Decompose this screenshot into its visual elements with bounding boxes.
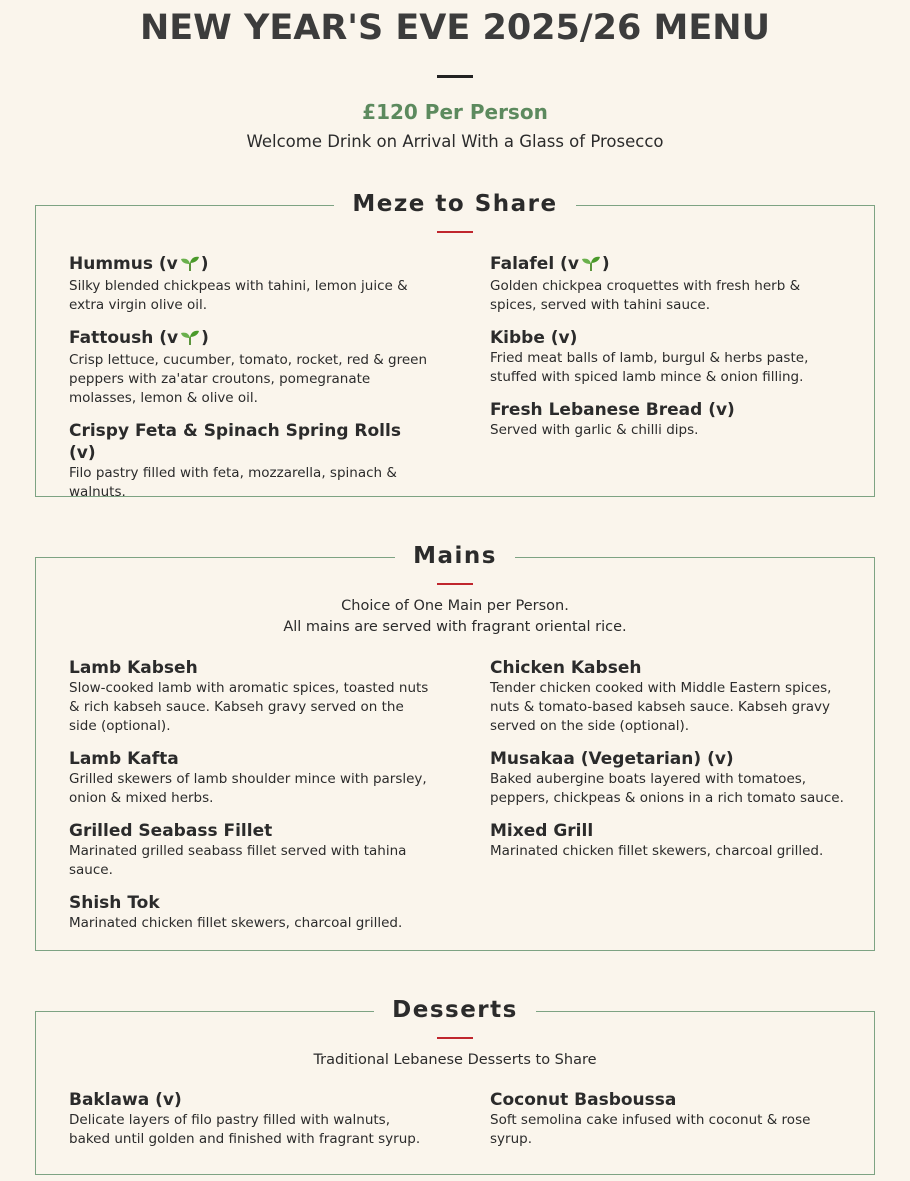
mains-intro-line1: Choice of One Main per Person. bbox=[341, 598, 569, 614]
desserts-left-column bbox=[69, 1089, 429, 1149]
desserts-right-column bbox=[490, 1089, 850, 1149]
item-description: Fried meat balls of lamb, burgul & herbs paste, stuffed with spiced lamb mince & onion filling. bbox=[490, 350, 809, 385]
meze-section bbox=[35, 191, 875, 500]
item-description: Silky blended chickpeas with tahini, lemon juice & extra virgin olive oil. bbox=[69, 278, 408, 313]
sprout-icon bbox=[180, 255, 200, 277]
title-divider bbox=[437, 75, 473, 78]
meze-section-title: Meze to Share bbox=[334, 189, 575, 219]
desserts-section bbox=[35, 997, 875, 1175]
item-name: Baklawa (v) bbox=[69, 1090, 182, 1110]
mains-section-title: Mains bbox=[395, 541, 515, 571]
menu-item bbox=[69, 657, 429, 736]
menu-item bbox=[69, 420, 429, 502]
menu-item: Falafel (v ) Golden chickpea croquettes with fresh herb & spices, served with tahini sauce. bbox=[490, 253, 850, 315]
mains-right-column bbox=[490, 657, 850, 861]
desserts-title-divider bbox=[437, 1037, 473, 1039]
item-name: Fresh Lebanese Bread (v) bbox=[490, 400, 735, 420]
item-name: Coconut Basboussa bbox=[490, 1090, 677, 1110]
item-description: Marinated chicken fillet skewers, charcoal grilled. bbox=[69, 915, 403, 931]
item-description: Soft semolina cake infused with coconut & rose syrup. bbox=[490, 1112, 811, 1147]
item-description: Grilled skewers of lamb shoulder mince with parsley, onion & mixed herbs. bbox=[69, 771, 427, 806]
item-description: Marinated chicken fillet skewers, charcoal grilled. bbox=[490, 843, 824, 859]
item-name: Chicken Kabseh bbox=[490, 658, 642, 678]
item-description: Delicate layers of filo pastry filled with walnuts, baked until golden and finished with fragrant syrup. bbox=[69, 1112, 421, 1147]
menu-item bbox=[490, 327, 850, 387]
menu-item bbox=[490, 1089, 850, 1149]
menu-item: Hummus (v ) Silky blended chickpeas with tahini, lemon juice & extra virgin olive oil. bbox=[69, 253, 429, 315]
item-description: Filo pastry filled with feta, mozzarella, spinach & walnuts. bbox=[69, 465, 397, 500]
item-description: Baked aubergine boats layered with tomatoes, peppers, chickpeas & onions in a rich tomato sauce. bbox=[490, 771, 844, 806]
item-description: Crisp lettuce, cucumber, tomato, rocket, red & green peppers with za'atar croutons, pomegranate molasses, lemon & olive oil. bbox=[69, 352, 428, 406]
mains-section bbox=[35, 543, 875, 951]
item-name: Shish Tok bbox=[69, 893, 160, 913]
mains-left-column bbox=[69, 657, 429, 933]
item-name: Lamb Kabseh bbox=[69, 658, 198, 678]
sprout-icon bbox=[180, 329, 200, 351]
item-name: Falafel (v bbox=[490, 254, 579, 274]
item-name: Hummus (v bbox=[69, 254, 178, 274]
price-per-person: £120 Per Person bbox=[362, 100, 548, 124]
item-name: Crispy Feta & Spinach Spring Rolls (v) bbox=[69, 421, 401, 463]
sprout-icon bbox=[581, 255, 601, 277]
item-description: Marinated grilled seabass fillet served with tahina sauce. bbox=[69, 843, 407, 878]
welcome-drink-note: Welcome Drink on Arrival With a Glass of Prosecco bbox=[246, 132, 664, 151]
item-name: Mixed Grill bbox=[490, 821, 594, 841]
menu-item bbox=[490, 820, 850, 861]
menu-item bbox=[490, 657, 850, 736]
item-description: Golden chickpea croquettes with fresh herb & spices, served with tahini sauce. bbox=[490, 278, 801, 313]
menu-item bbox=[69, 892, 429, 933]
menu-item bbox=[490, 399, 850, 440]
item-name: Fattoush (v bbox=[69, 328, 179, 348]
item-name: Musakaa (Vegetarian) (v) bbox=[490, 749, 734, 769]
mains-intro-line2: All mains are served with fragrant oriental rice. bbox=[283, 619, 627, 635]
meze-right-column bbox=[490, 253, 850, 440]
item-name: Grilled Seabass Fillet bbox=[69, 821, 273, 841]
item-name: Kibbe (v) bbox=[490, 328, 578, 348]
menu-title: NEW YEAR'S EVE 2025/26 MENU bbox=[139, 8, 771, 48]
meze-title-divider bbox=[437, 231, 473, 233]
menu-item bbox=[69, 1089, 429, 1149]
menu-item bbox=[69, 820, 429, 880]
menu-item bbox=[69, 748, 429, 808]
mains-intro bbox=[36, 596, 874, 638]
menu-item bbox=[490, 748, 850, 808]
item-description: Slow-cooked lamb with aromatic spices, toasted nuts & rich kabseh sauce. Kabseh gravy served on the side (optional). bbox=[69, 680, 429, 734]
meze-left-column bbox=[69, 253, 429, 502]
desserts-section-title: Desserts bbox=[374, 995, 536, 1025]
item-description: Tender chicken cooked with Middle Eastern spices, nuts & tomato-based kabseh sauce. Kabseh gravy served on the side (optional). bbox=[490, 680, 832, 734]
menu-item: Fattoush (v ) Crisp lettuce, cucumber, tomato, rocket, red & green peppers with za'atar croutons, pomegranate molasses, lemon & olive oil. bbox=[69, 328, 428, 406]
item-name: Lamb Kafta bbox=[69, 749, 179, 769]
mains-title-divider bbox=[437, 583, 473, 585]
desserts-intro: Traditional Lebanese Desserts to Share bbox=[313, 1052, 597, 1068]
item-description: Served with garlic & chilli dips. bbox=[490, 422, 699, 438]
